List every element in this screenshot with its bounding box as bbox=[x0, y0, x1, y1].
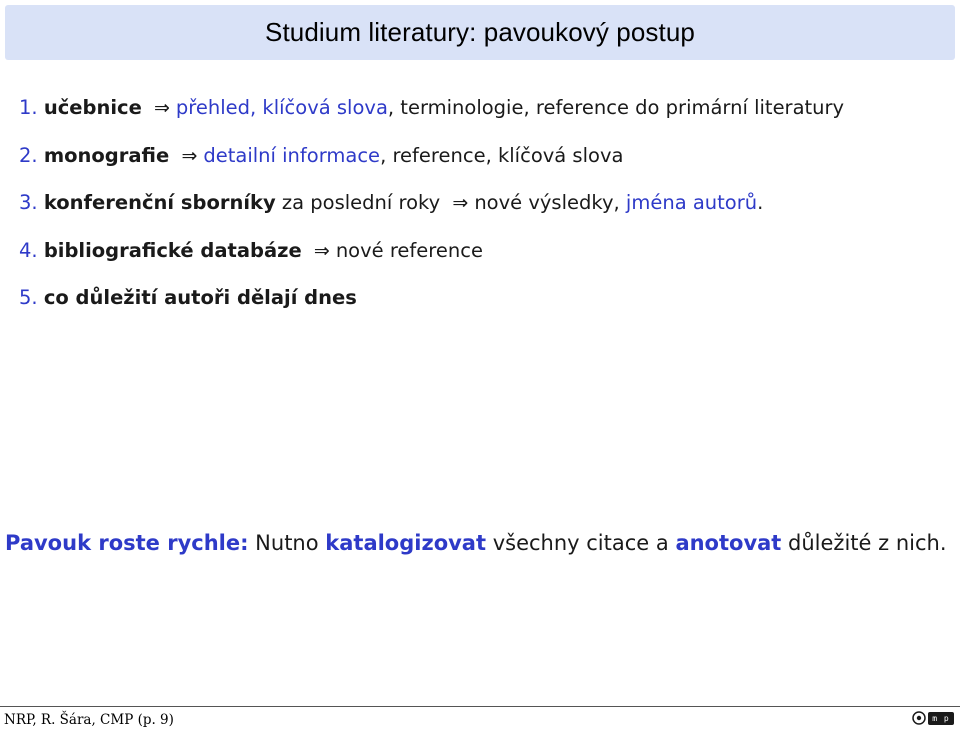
summary-text: všechny citace a bbox=[486, 531, 676, 555]
item-number: 3. bbox=[19, 191, 38, 214]
summary-text: důležité z nich. bbox=[781, 531, 947, 555]
footer-citation: NRP, R. Šára, CMP (p. 9) bbox=[4, 712, 174, 728]
list-item bbox=[19, 283, 844, 331]
item-highlight: detailní informace bbox=[203, 143, 381, 167]
item-number: 2. bbox=[19, 143, 38, 167]
list-item bbox=[19, 141, 844, 189]
cmp-logo-icon bbox=[912, 711, 954, 725]
logo-text: m p bbox=[928, 712, 954, 725]
summary-emphasis: anotovat bbox=[675, 531, 782, 555]
item-keyword: učebnice bbox=[43, 96, 142, 119]
item-rest: nové reference bbox=[335, 238, 483, 262]
item-keyword: konferenční sborníky bbox=[43, 191, 276, 214]
implies-arrow-icon: ⇒ bbox=[154, 97, 170, 119]
summary-line bbox=[5, 528, 947, 558]
implies-arrow-icon: ⇒ bbox=[313, 239, 330, 262]
list-item bbox=[19, 236, 844, 284]
list-item bbox=[19, 93, 844, 141]
summary-lead: Pavouk roste rychle: bbox=[5, 531, 249, 555]
item-keyword: monografie bbox=[43, 143, 170, 167]
list-item bbox=[19, 188, 844, 236]
title-bar bbox=[5, 5, 955, 60]
footer-divider bbox=[0, 706, 960, 707]
item-highlight: přehled, klíčová slova bbox=[175, 96, 388, 119]
item-middle: za poslední roky bbox=[275, 191, 441, 214]
item-rest: , reference, klíčová slova bbox=[380, 143, 624, 167]
item-number: 1. bbox=[19, 96, 38, 119]
summary-text: Nutno bbox=[248, 531, 326, 555]
item-number: 4. bbox=[19, 238, 38, 262]
summary-emphasis: katalogizovat bbox=[325, 531, 487, 555]
implies-arrow-icon: ⇒ bbox=[181, 144, 198, 167]
eye-logo-icon bbox=[912, 711, 926, 725]
implies-arrow-icon: ⇒ bbox=[452, 192, 469, 214]
item-keyword: co důležití autoři dělají dnes bbox=[43, 286, 357, 309]
item-rest: , terminologie, reference do primární literatury bbox=[387, 96, 845, 119]
steps-list bbox=[19, 93, 844, 331]
item-plain: nové výsledky, bbox=[474, 191, 626, 214]
item-keyword: bibliografické databáze bbox=[43, 238, 302, 262]
item-rest: . bbox=[757, 191, 764, 214]
page-title: Studium literatury: pavoukový postup bbox=[265, 17, 695, 47]
item-highlight: jména autorů bbox=[625, 191, 758, 214]
item-number: 5. bbox=[19, 286, 38, 309]
